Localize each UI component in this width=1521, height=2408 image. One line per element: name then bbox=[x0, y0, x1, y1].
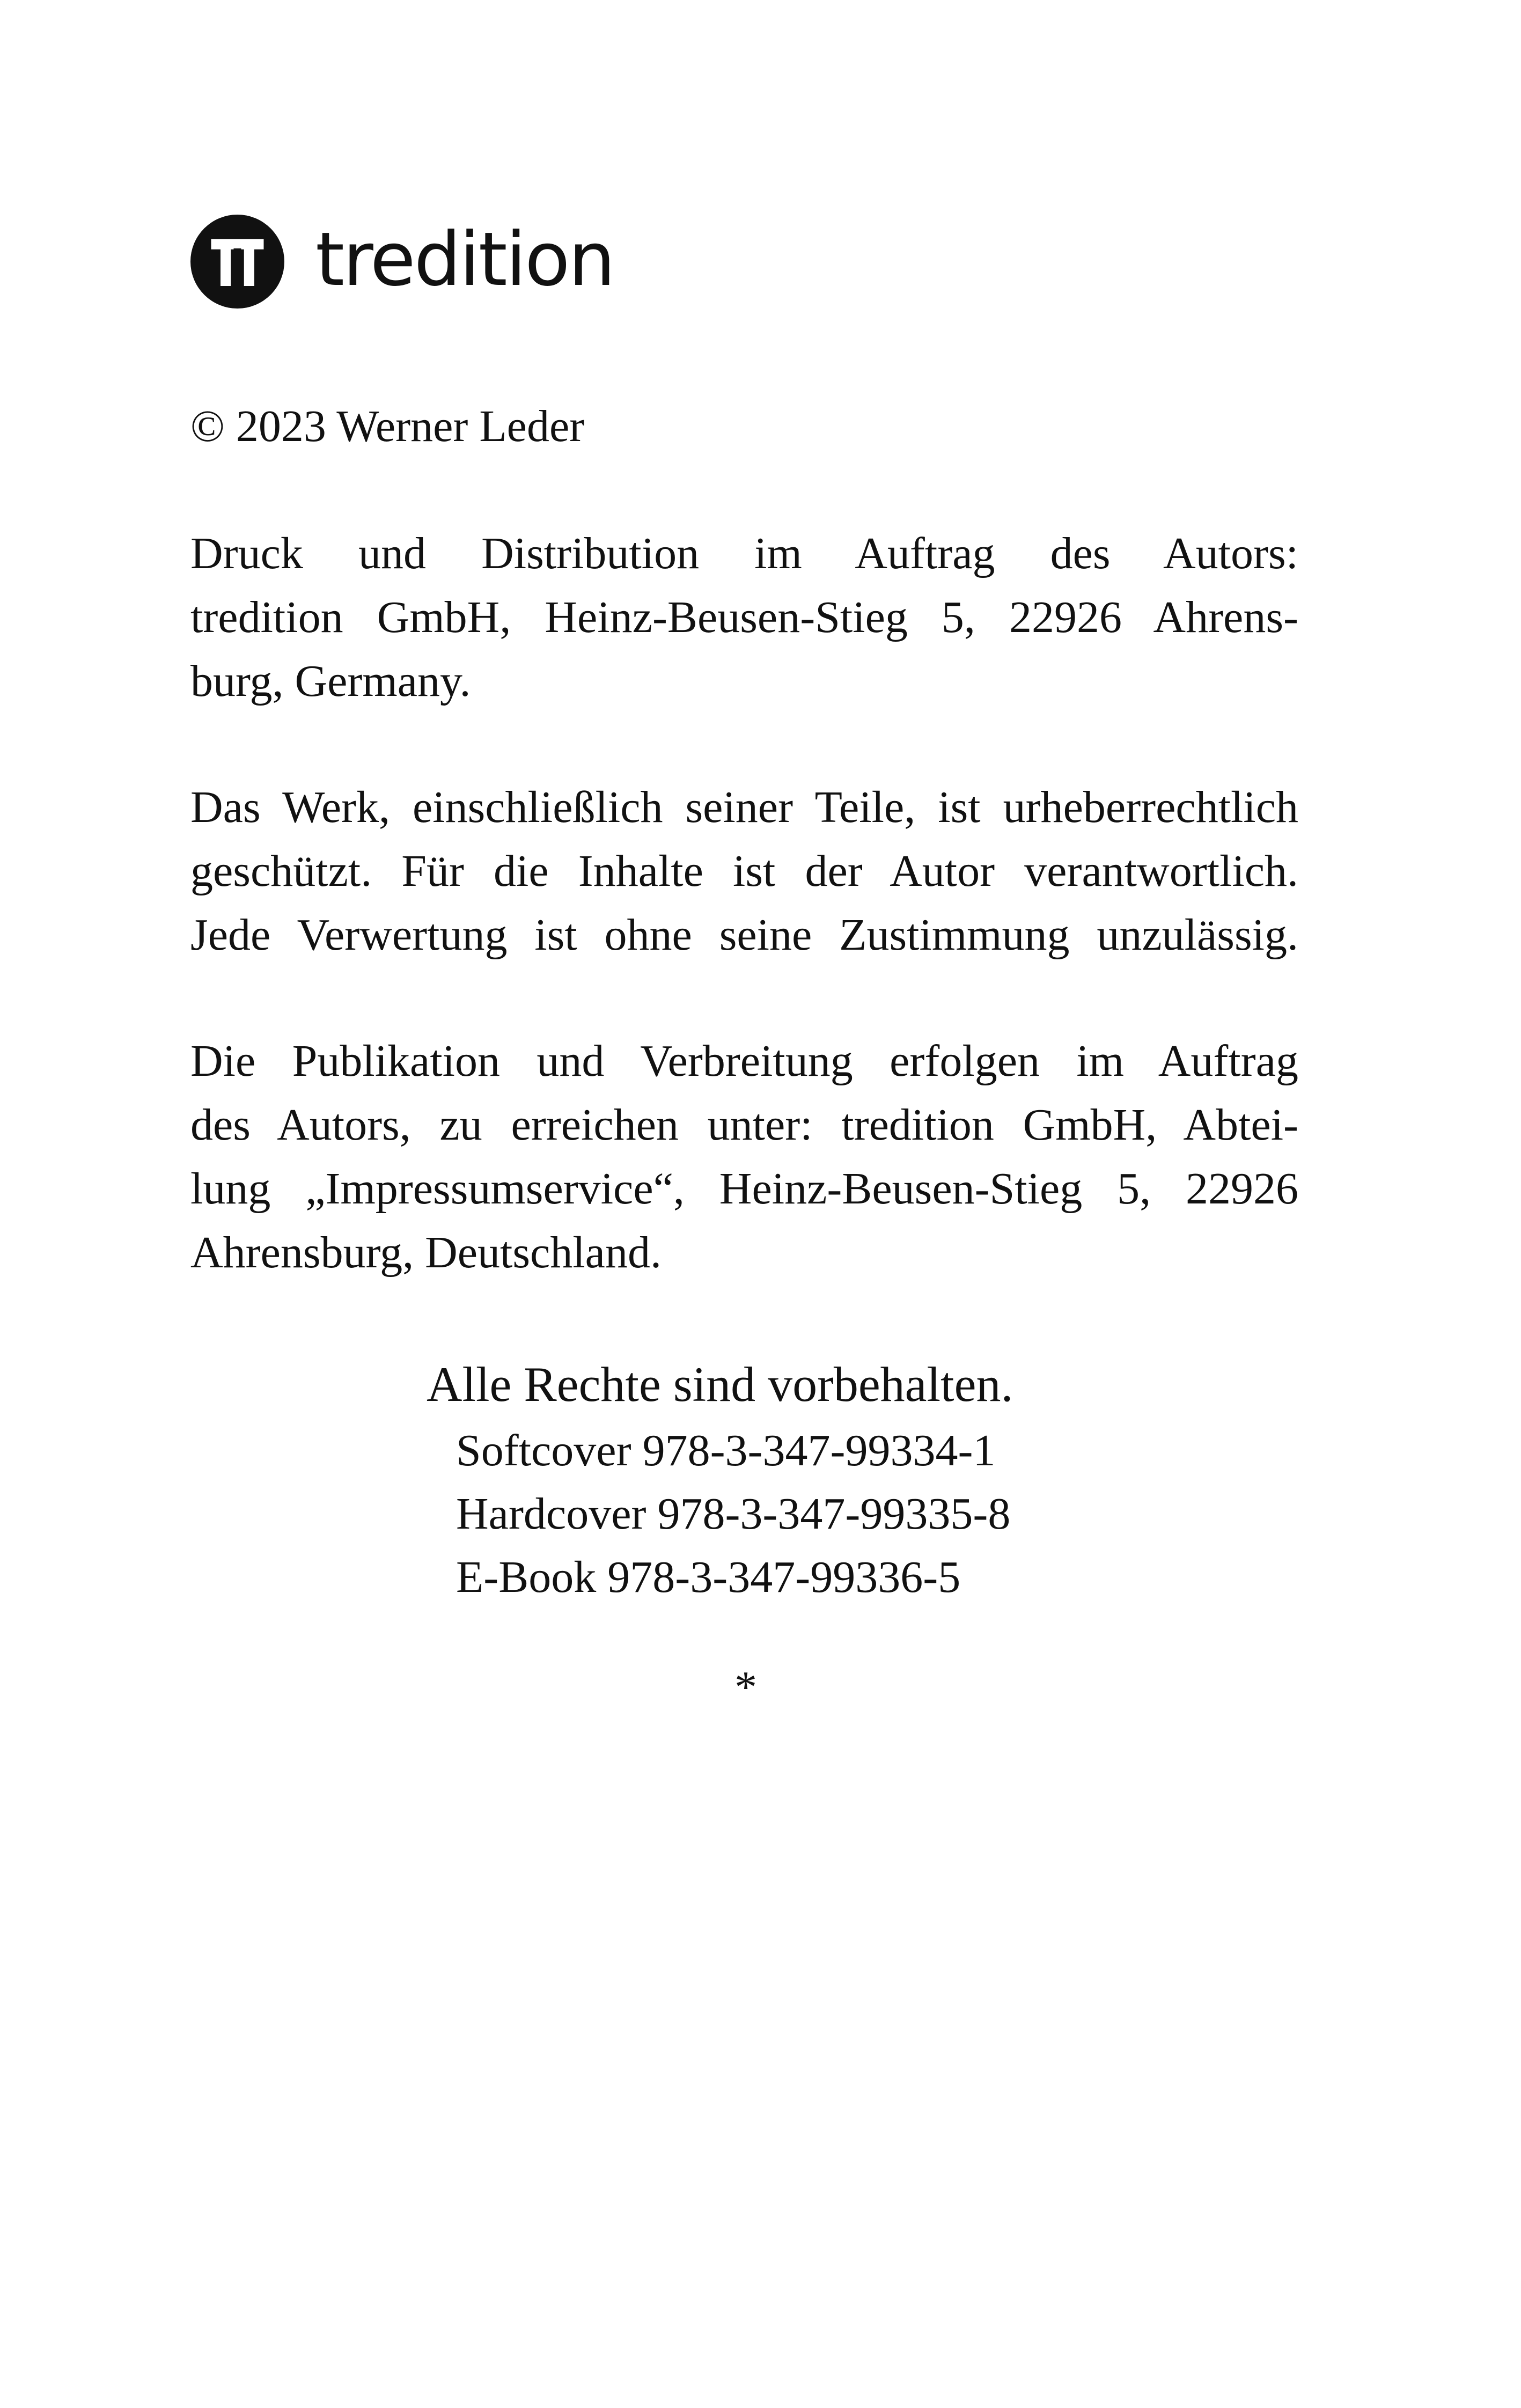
copyright-line: © 2023 Werner Leder bbox=[190, 401, 585, 451]
paragraph-line: Ahrensburg, Deutschland. bbox=[190, 1228, 662, 1278]
rights-reserved: Alle Rechte sind vorbehalten. bbox=[427, 1357, 1013, 1412]
logo-wordmark: tredition bbox=[315, 216, 614, 303]
isbn-softcover: Softcover 978-3-347-99334-1 bbox=[456, 1426, 996, 1475]
tredition-logo-icon bbox=[190, 215, 284, 309]
paragraph-line: lung „Impressumservice“, Heinz-Beusen-Stieg 5, 22926 bbox=[190, 1164, 1298, 1214]
paragraph-line: tredition GmbH, Heinz-Beusen-Stieg 5, 22926 Ahrens- bbox=[190, 592, 1298, 642]
publisher-logo bbox=[190, 215, 614, 309]
paragraph-line: Die Publikation und Verbreitung erfolgen im Auftrag bbox=[190, 1036, 1298, 1086]
isbn-ebook: E-Book 978-3-347-99336-5 bbox=[456, 1552, 961, 1602]
paragraph-line: des Autors, zu erreichen unter: tredition GmbH, Abtei- bbox=[190, 1100, 1298, 1150]
paragraph-line: Druck und Distribution im Auftrag des Autors: bbox=[190, 528, 1298, 578]
paragraph-line: geschützt. Für die Inhalte ist der Autor verantwortlich. bbox=[190, 846, 1298, 896]
isbn-hardcover: Hardcover 978-3-347-99335-8 bbox=[456, 1489, 1011, 1539]
distribution-paragraph bbox=[190, 522, 1298, 713]
section-separator: * bbox=[734, 1662, 757, 1712]
publication-paragraph bbox=[190, 1029, 1298, 1284]
isbn-list bbox=[456, 1419, 1010, 1609]
paragraph-line: Jede Verwertung ist ohne seine Zustimmung unzulässig. bbox=[190, 910, 1298, 960]
paragraph-line: Das Werk, einschließlich seiner Teile, ist urheberrechtlich bbox=[190, 782, 1298, 832]
paragraph-line: burg, Germany. bbox=[190, 656, 471, 706]
copyright-paragraph bbox=[190, 775, 1298, 967]
